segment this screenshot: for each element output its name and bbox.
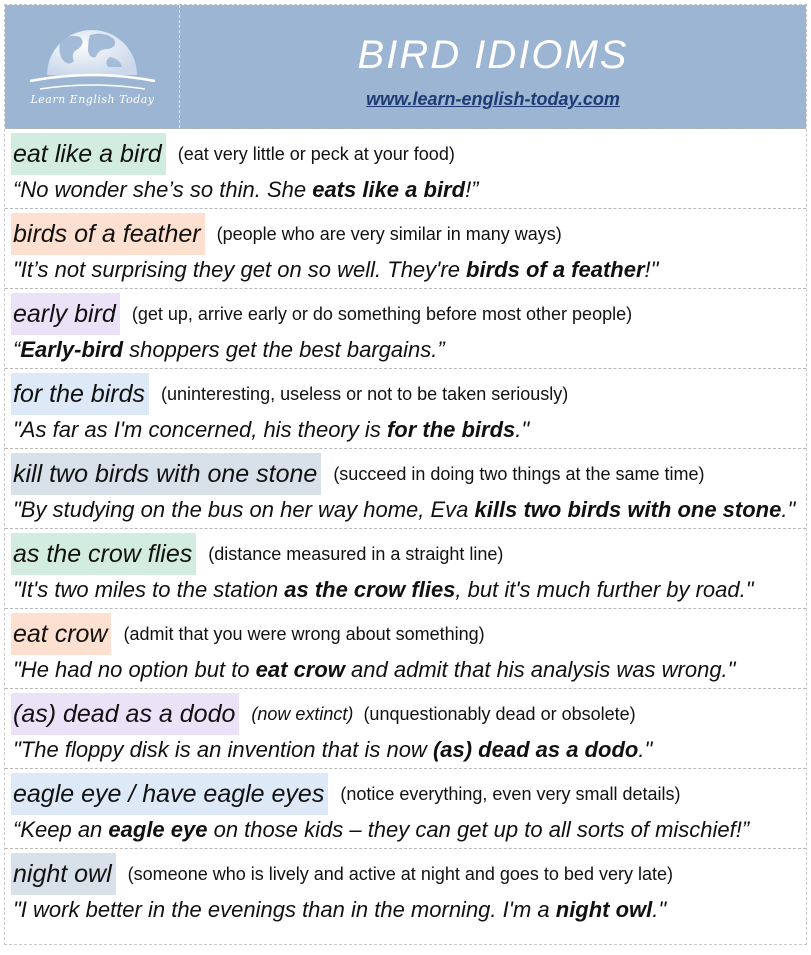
idiom-note: (now extinct) [251, 703, 354, 724]
idiom-phrase: as the crow flies [11, 533, 196, 575]
idiom-example: "He had no option but to eat crow and admit that his analysis was wrong." [13, 657, 736, 682]
idiom-meaning: (uninteresting, useless or not to be taken seriously) [161, 383, 569, 404]
idiom-meaning: (someone who is lively and active at night and goes to bed very late) [127, 863, 673, 884]
idiom-example: "It's two miles to the station as the crow flies, but it's much further by road." [13, 577, 754, 602]
idiom-entry [5, 689, 806, 769]
idiom-entry [5, 449, 806, 529]
idiom-entry [5, 129, 806, 209]
idiom-meaning: (notice everything, even very small details) [340, 783, 681, 804]
idiom-phrase: night owl [11, 853, 116, 895]
idiom-phrase: kill two birds with one stone [11, 453, 321, 495]
idiom-example: “No wonder she’s so thin. She eats like a bird!” [13, 177, 479, 202]
idiom-phrase: eat like a bird [11, 133, 166, 175]
idiom-meaning: (admit that you were wrong about something) [123, 623, 485, 644]
idiom-meaning: (distance measured in a straight line) [208, 543, 504, 564]
idiom-example: “Keep an eagle eye on those kids – they can get up to all sorts of mischief!” [13, 817, 750, 842]
idiom-entry [5, 609, 806, 689]
idiom-meaning: (eat very little or peck at your food) [177, 143, 455, 164]
idiom-entry [5, 849, 806, 928]
idiom-example: "It’s not surprising they get on so well. They're birds of a feather!" [13, 257, 659, 282]
idiom-example: "As far as I'm concerned, his theory is for the birds." [13, 417, 530, 442]
idiom-meaning: (unquestionably dead or obsolete) [363, 703, 636, 724]
idiom-meaning: (people who are very similar in many ways) [216, 223, 562, 244]
idiom-entry [5, 209, 806, 289]
idiom-example: “Early-bird shoppers get the best bargains.” [13, 337, 445, 362]
idiom-entry [5, 369, 806, 449]
title-area [180, 5, 806, 128]
worksheet [4, 4, 807, 945]
logo [5, 5, 180, 128]
idiom-phrase: for the birds [11, 373, 149, 415]
globe-icon [5, 5, 180, 129]
idiom-example: "The floppy disk is an invention that is now (as) dead as a dodo." [13, 737, 653, 762]
idiom-entry [5, 289, 806, 369]
idiom-example: "I work better in the evenings than in the morning. I'm a night owl." [13, 897, 667, 922]
idiom-example: "By studying on the bus on her way home, Eva kills two birds with one stone." [13, 497, 796, 522]
idiom-phrase: eagle eye / have eagle eyes [11, 773, 328, 815]
idiom-entry [5, 529, 806, 609]
header-banner [5, 5, 806, 129]
idiom-meaning: (get up, arrive early or do something before most other people) [131, 303, 633, 324]
logo-text: Learn English Today [30, 93, 155, 106]
idiom-phrase: eat crow [11, 613, 111, 655]
idiom-entry [5, 769, 806, 849]
idiom-phrase: birds of a feather [11, 213, 205, 255]
idiom-phrase: early bird [11, 293, 120, 335]
idiom-meaning: (succeed in doing two things at the same time) [333, 463, 705, 484]
idiom-phrase: (as) dead as a dodo [11, 693, 239, 735]
website-link[interactable]: www.learn-english-today.com [366, 89, 620, 109]
page-title: BIRD IDIOMS [357, 33, 629, 77]
